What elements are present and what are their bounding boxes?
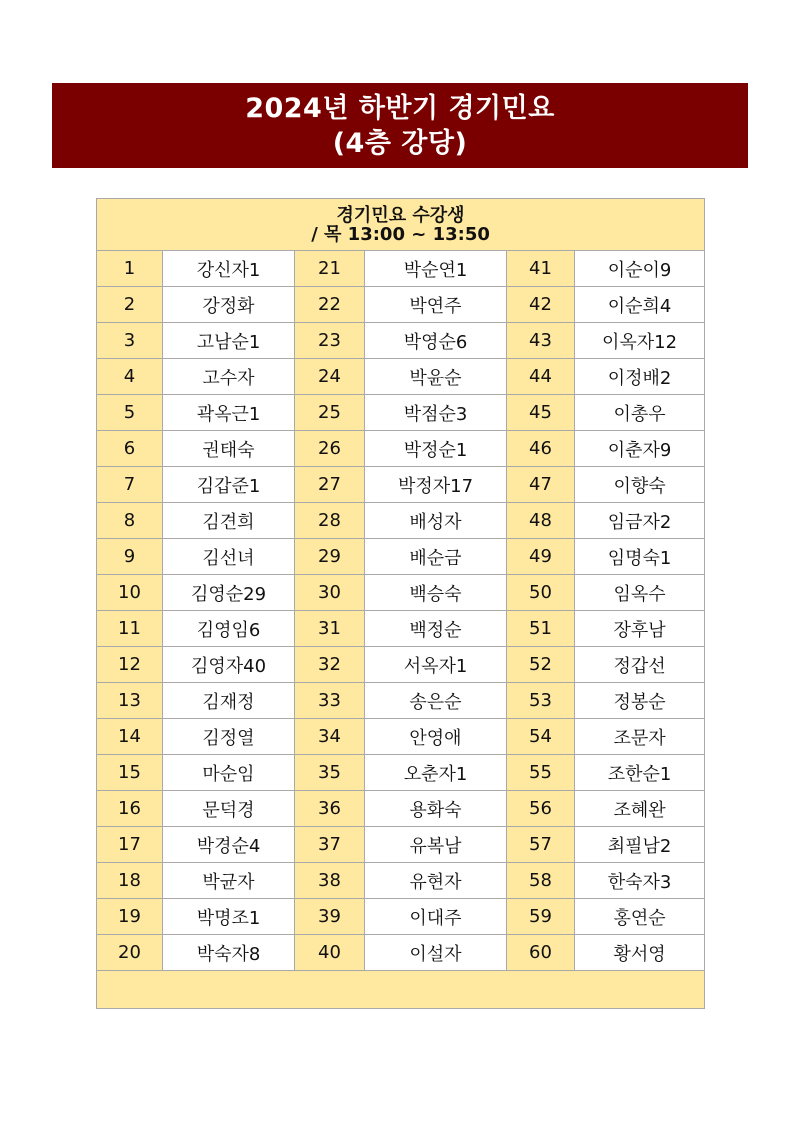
student-number: 51 [507,611,575,647]
student-number: 17 [97,827,163,863]
student-number: 35 [295,755,365,791]
student-number: 21 [295,251,365,287]
table-row [97,359,705,395]
student-number: 7 [97,467,163,503]
student-number: 38 [295,863,365,899]
student-number: 46 [507,431,575,467]
student-number: 11 [97,611,163,647]
student-name: 이정배2 [575,359,705,395]
student-number: 60 [507,935,575,971]
student-name: 배순금 [365,539,507,575]
student-number: 53 [507,683,575,719]
student-number: 37 [295,827,365,863]
table-row [97,395,705,431]
table-row [97,683,705,719]
student-name: 최필남2 [575,827,705,863]
student-number: 18 [97,863,163,899]
student-name: 권태숙 [163,431,295,467]
student-name: 박숙자8 [163,935,295,971]
student-name: 안영애 [365,719,507,755]
student-number: 6 [97,431,163,467]
table-row [97,575,705,611]
student-number: 26 [295,431,365,467]
student-number: 20 [97,935,163,971]
table-row [97,431,705,467]
student-name: 임명숙1 [575,539,705,575]
student-number: 19 [97,899,163,935]
student-name: 서옥자1 [365,647,507,683]
student-name: 이총우 [575,395,705,431]
student-name: 문덕경 [163,791,295,827]
student-name: 마순임 [163,755,295,791]
student-name: 박연주 [365,287,507,323]
table-row [97,899,705,935]
student-number: 13 [97,683,163,719]
student-name: 박순연1 [365,251,507,287]
student-name: 배성자 [365,503,507,539]
student-name: 김재정 [163,683,295,719]
student-number: 1 [97,251,163,287]
student-name: 유현자 [365,863,507,899]
table-row [97,467,705,503]
student-name: 김영자40 [163,647,295,683]
student-name: 박점순3 [365,395,507,431]
student-number: 31 [295,611,365,647]
student-number: 52 [507,647,575,683]
table-row [97,827,705,863]
student-number: 49 [507,539,575,575]
table-header-row [97,199,705,251]
student-name: 박균자 [163,863,295,899]
student-name: 박경순4 [163,827,295,863]
student-number: 50 [507,575,575,611]
student-name: 김영임6 [163,611,295,647]
student-name: 김갑준1 [163,467,295,503]
student-name: 김영순29 [163,575,295,611]
student-number: 25 [295,395,365,431]
student-name: 강정화 [163,287,295,323]
student-number: 30 [295,575,365,611]
table-row [97,251,705,287]
table-row [97,323,705,359]
student-name: 이대주 [365,899,507,935]
student-name: 송은순 [365,683,507,719]
student-number: 58 [507,863,575,899]
table-row [97,611,705,647]
table-header-schedule: / 목 13:00 ~ 13:50 [311,223,490,245]
table-row [97,503,705,539]
table-row [97,863,705,899]
table-row [97,287,705,323]
table-row [97,539,705,575]
student-number: 55 [507,755,575,791]
student-name: 박영순6 [365,323,507,359]
student-number: 12 [97,647,163,683]
student-name: 용화숙 [365,791,507,827]
student-name: 강신자1 [163,251,295,287]
student-number: 3 [97,323,163,359]
title-banner [52,83,748,168]
student-name: 조한순1 [575,755,705,791]
student-name: 이순희4 [575,287,705,323]
student-number: 8 [97,503,163,539]
student-name: 오춘자1 [365,755,507,791]
student-roster-table [96,198,705,1009]
student-number: 10 [97,575,163,611]
student-name: 유복남 [365,827,507,863]
student-name: 이옥자12 [575,323,705,359]
student-name: 이설자 [365,935,507,971]
table-row [97,719,705,755]
student-name: 정봉순 [575,683,705,719]
student-number: 32 [295,647,365,683]
student-number: 44 [507,359,575,395]
student-number: 5 [97,395,163,431]
student-name: 장후남 [575,611,705,647]
table-row [97,791,705,827]
table-footer-cell [97,971,705,1009]
table-row [97,755,705,791]
student-name: 박윤순 [365,359,507,395]
student-name: 고수자 [163,359,295,395]
student-number: 23 [295,323,365,359]
table-header-title: 경기민요 수강생 [336,204,465,226]
student-number: 41 [507,251,575,287]
student-number: 47 [507,467,575,503]
roster-body [97,199,705,1009]
student-number: 29 [295,539,365,575]
student-name: 이향숙 [575,467,705,503]
student-name: 임옥수 [575,575,705,611]
student-number: 57 [507,827,575,863]
student-name: 한숙자3 [575,863,705,899]
student-number: 40 [295,935,365,971]
student-name: 박정순1 [365,431,507,467]
student-number: 4 [97,359,163,395]
student-number: 56 [507,791,575,827]
student-name: 이순이9 [575,251,705,287]
student-name: 조문자 [575,719,705,755]
student-name: 이춘자9 [575,431,705,467]
student-number: 24 [295,359,365,395]
student-number: 42 [507,287,575,323]
student-number: 33 [295,683,365,719]
student-name: 김견희 [163,503,295,539]
student-name: 김선녀 [163,539,295,575]
student-name: 백승숙 [365,575,507,611]
student-number: 59 [507,899,575,935]
student-number: 9 [97,539,163,575]
student-name: 고남순1 [163,323,295,359]
title-line-1: 2024년 하반기 경기민요 [245,92,555,124]
table-header-cell [97,199,705,251]
student-number: 43 [507,323,575,359]
student-number: 15 [97,755,163,791]
student-name: 홍연순 [575,899,705,935]
student-name: 박명조1 [163,899,295,935]
student-name: 곽옥근1 [163,395,295,431]
student-name: 정갑선 [575,647,705,683]
student-number: 39 [295,899,365,935]
student-name: 백정순 [365,611,507,647]
student-number: 45 [507,395,575,431]
student-number: 36 [295,791,365,827]
student-name: 김정열 [163,719,295,755]
student-name: 박정자17 [365,467,507,503]
student-name: 조혜완 [575,791,705,827]
table-footer-row [97,971,705,1009]
student-number: 16 [97,791,163,827]
student-number: 34 [295,719,365,755]
student-number: 22 [295,287,365,323]
table-row [97,935,705,971]
student-number: 48 [507,503,575,539]
student-number: 28 [295,503,365,539]
student-number: 54 [507,719,575,755]
student-number: 14 [97,719,163,755]
student-number: 27 [295,467,365,503]
student-number: 2 [97,287,163,323]
student-name: 황서영 [575,935,705,971]
student-name: 임금자2 [575,503,705,539]
table-row [97,647,705,683]
title-line-2: (4층 강당) [332,127,468,159]
